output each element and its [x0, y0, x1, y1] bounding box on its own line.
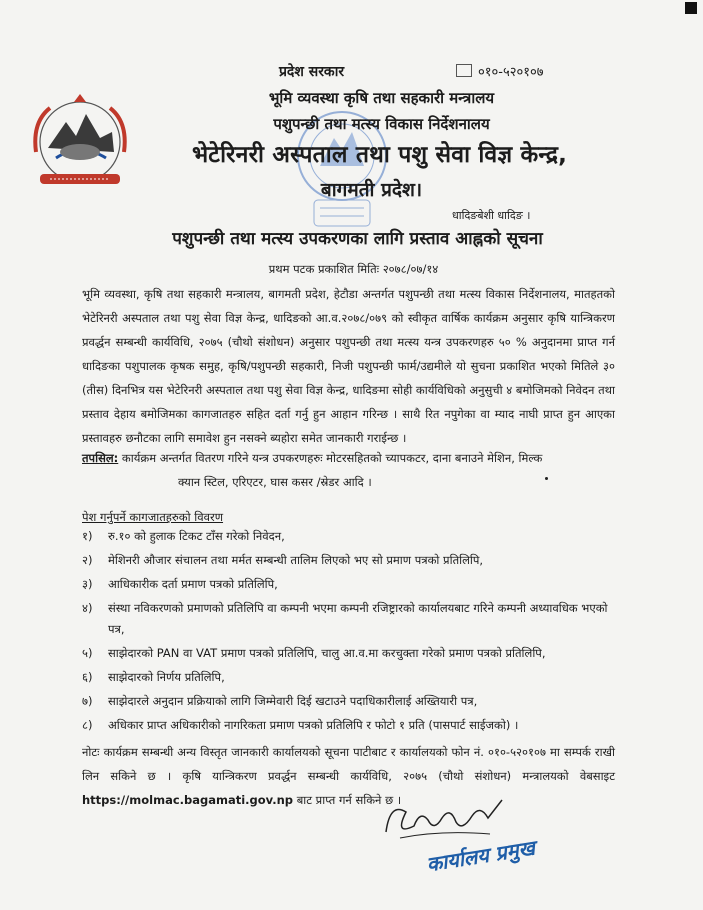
- speck: [545, 477, 548, 480]
- note-text: नोटः कार्यक्रम सम्बन्धी अन्य विस्तृत जानकारी कार्यालयको सूचना पाटीबाट र कार्यालयको फोन नं. ०१०-५२०१०७ मा सम्पर्क राखी लिन सकिने छ । कृषि यान्त्रिकरण प्रवर्द्धन सम्बन्धी कार्यविधि, २०७५ (चौथो संशोधन) मन्त्रालयको वेबसाइट: [82, 745, 615, 783]
- details-label: तपसिल:: [82, 451, 119, 465]
- list-item: ७) साझेदारले अनुदान प्रक्रियाको लागि जिम्मेवारी दिई खटाउने पदाधिकारीलाई अख्तियारी पत्र,: [82, 694, 478, 708]
- phone-icon: [456, 64, 472, 77]
- details-section: [82, 446, 615, 494]
- ministry-name: भूमि व्यवस्था कृषि तथा सहकारी मन्त्रालय: [268, 89, 495, 107]
- list-item: ४) संस्था नविकरणको प्रमाणको प्रतिलिपि वा कम्पनी भएमा कम्पनी रजिष्ट्रारको कार्यालयबाट गरिने कम्पनी अध्यावधिक भएको पत्र,: [82, 601, 608, 636]
- center-name: भेटेरिनरी अस्पताल तथा पशु सेवा विज्ञ केन्द्र,: [191, 142, 568, 168]
- list-item: ६) साझेदारको निर्णय प्रतिलिपि,: [82, 670, 225, 684]
- published-date: प्रथम पटक प्रकाशित मितिः २०७८/०७/१४: [268, 262, 439, 276]
- main-paragraph: भूमि व्यवस्था, कृषि तथा सहकारी मन्त्रालय, बागमती प्रदेश, हेटौडा अन्तर्गत पशुपन्छी तथा मत्स्य विकास निर्देशनालय, मातहतको भेटेरिनरी अस्पताल तथा पशु सेवा विज्ञ केन्द्र, धादिङको आ.व.२०७८/०७९ को स्वीकृत वार्षिक कार्यक्रम अनुसार कृषि यान्त्रिकरण प्रवर्द्धन सम्बन्धी कार्यविधि, २०७५ (चौथो संशोधन) अनुसार पशुपन्छी तथा मत्स्य यन्त्र उपकरणहरु ५० % अनुदानमा प्राप्त गर्न धादिङका पशुपालक कृषक समुह, कृषि/पशुपन्छी सहकारी, निजी पशुपन्छी फार्म/उद्यमीले यो सुचना प्रकाशित भएको मितिले ३० (तीस) दिनभित्र यस भेटेरिनरी अस्पताल तथा पशु सेवा विज्ञ केन्द्र, धादिङमा सोही कार्यविधिको अनुसुची ४ बमोजिमको निवेदन तथा प्रस्ताव देहाय बमोजिमका कागजातहरु सहित दर्ता गर्नु हुन आहान गरिन्छ । साथै रित नपुगेका वा म्याद नाघी प्राप्त हुन आएका प्रस्तावहरु छनौटका लागि समावेश हुन नसक्ने ब्यहोरा समेत जानकारी गराईन्छ ।: [82, 287, 615, 445]
- directorate-name: पशुपन्छी तथा मत्स्य विकास निर्देशनालय: [273, 115, 490, 133]
- list-item: ८) अधिकार प्राप्त अधिकारीको नागरिकता प्रमाण पत्रको प्रतिलिपि र फोटो १ प्रति (पासपार्ट साईजको) ।: [82, 718, 519, 732]
- requirements-list: [82, 526, 615, 739]
- office-head-stamp: कार्यालय प्रमुख: [424, 835, 537, 877]
- corner-mark: [685, 2, 697, 14]
- note-paragraph: [82, 740, 615, 812]
- list-item: ३) आधिकारीक दर्ता प्रमाण पत्रको प्रतिलिपि,: [82, 577, 278, 591]
- note-text-end: बाट प्राप्त गर्न सकिने छ ।: [296, 793, 402, 807]
- list-item: १) रु.१० को हुलाक टिकट टाँस गरेको निवेदन,: [82, 529, 285, 543]
- phone-reference: [456, 62, 544, 80]
- government-label: प्रदेश सरकार: [278, 64, 345, 80]
- website-link[interactable]: https://molmac.bagamati.gov.np: [82, 793, 294, 807]
- details-continuation: क्यान स्टिल, एरिएटर, घास कसर /स्रेडर आदि ।: [178, 475, 372, 489]
- phone-number: ०१०-५२०१०७: [478, 65, 544, 80]
- list-item: २) मेशिनरी औजार संचालन तथा मर्मत सम्बन्धी तालिम लिएको भए सो प्रमाण पत्रको प्रतिलिपि,: [82, 553, 484, 567]
- requirements-title: पेश गर्नुपर्ने कागजातहरुको विवरण: [82, 510, 224, 524]
- notice-title: पशुपन्छी तथा मत्स्य उपकरणका लागि प्रस्ताव आह्नको सूचना: [172, 229, 543, 249]
- list-item: ५) साझेदारको PAN वा VAT प्रमाण पत्रको प्रतिलिपि, चालु आ.व.मा करचुक्ता गरेको प्रमाण पत्रको प्रतिलिपि,: [82, 646, 546, 660]
- details-text: कार्यक्रम अन्तर्गत वितरण गरिने यन्त्र उपकरणहरुः मोटरसहितको च्यापकटर, दाना बनाउने मेशिन, मिल्क: [121, 451, 543, 465]
- office-location: धादिङबेशी धादिङ ।: [452, 209, 531, 222]
- province-name: बागमती प्रदेश।: [320, 179, 423, 201]
